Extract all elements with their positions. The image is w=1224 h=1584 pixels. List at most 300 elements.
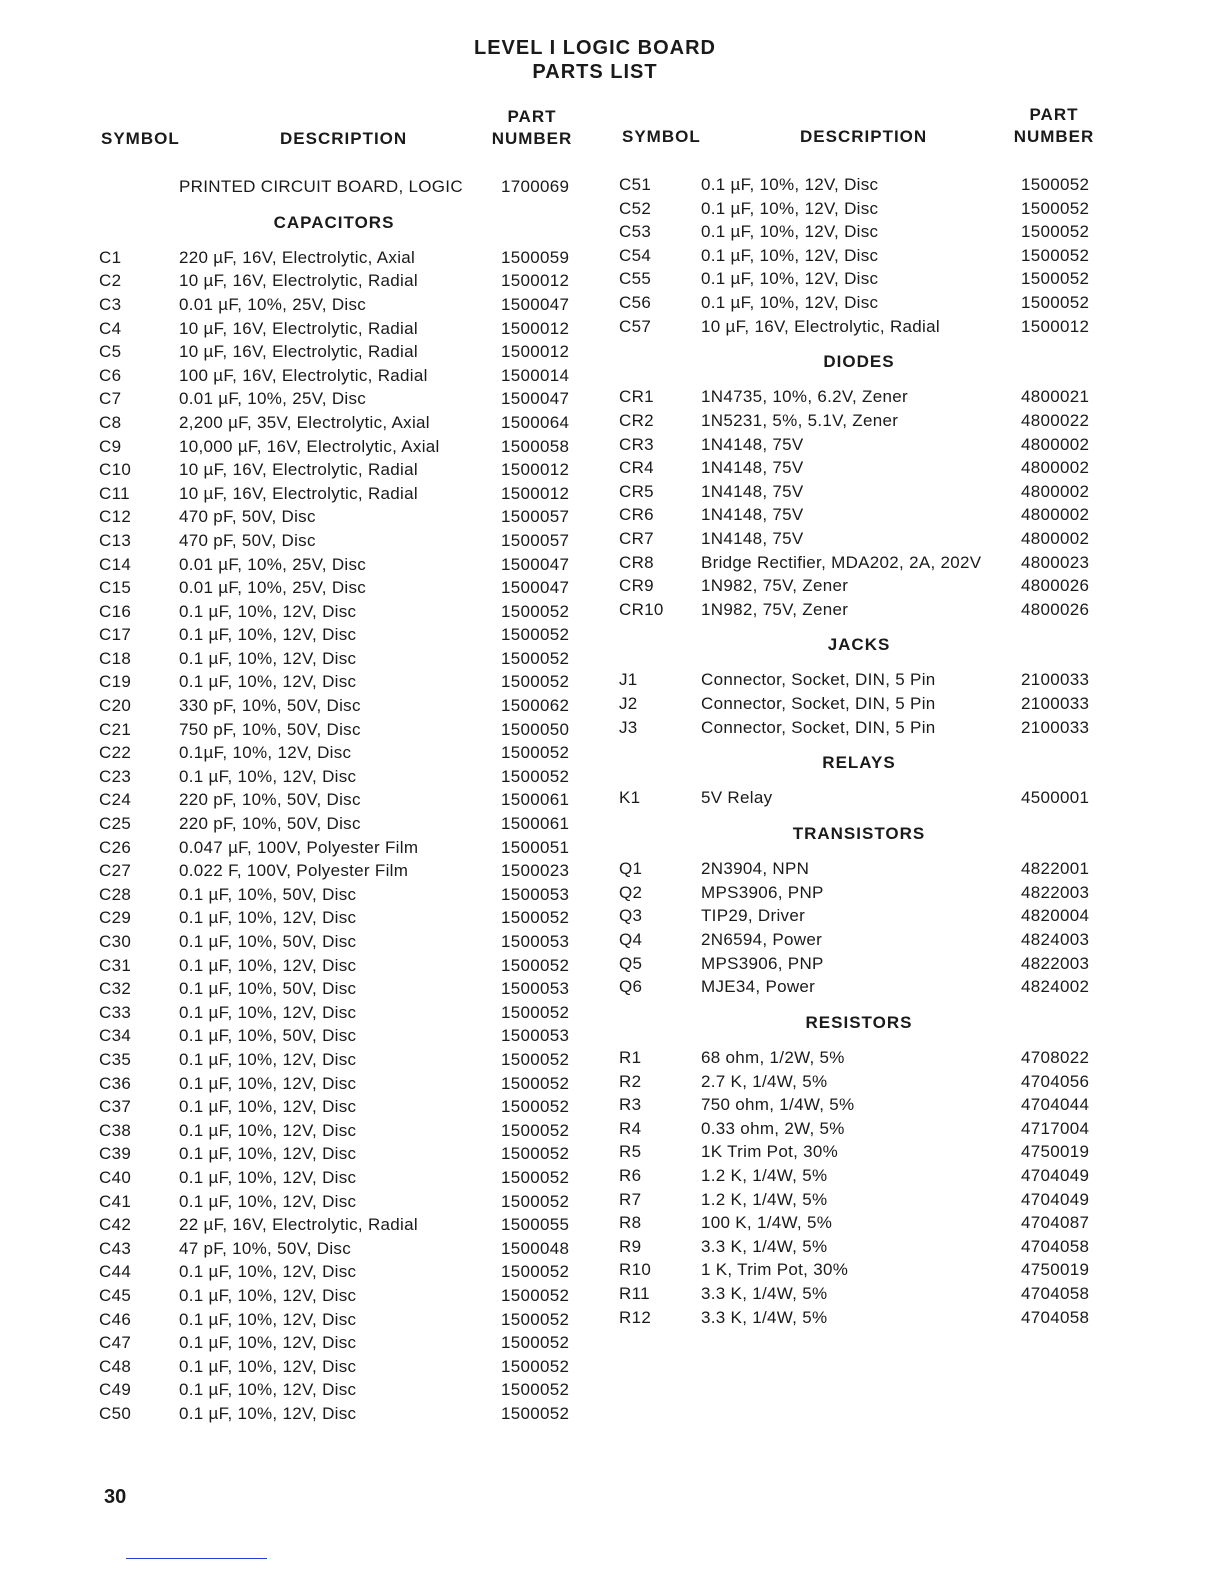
part-description: 3.3 K, 1/4W, 5%: [701, 1307, 828, 1327]
part-symbol: R1: [619, 1047, 642, 1067]
part-symbol: C54: [619, 245, 652, 265]
part-description: Bridge Rectifier, MDA202, 2A, 202V: [701, 552, 982, 572]
document-title: [0, 36, 1190, 84]
part-row: [99, 977, 589, 1001]
part-description: 10 µF, 16V, Electrolytic, Radial: [701, 316, 940, 336]
part-description: 0.01 µF, 10%, 25V, Disc: [179, 554, 367, 574]
part-number: 1500052: [501, 1049, 570, 1069]
part-symbol: C51: [619, 175, 652, 194]
part-number: 4704058: [1021, 1236, 1090, 1256]
part-number: 1500062: [501, 696, 570, 716]
part-row: [99, 694, 589, 718]
part-symbol: C39: [99, 1144, 132, 1164]
part-description: MPS3906, PNP: [701, 953, 824, 973]
part-row: [99, 269, 589, 293]
part-description: 0.1 µF, 10%, 12V, Disc: [179, 1167, 357, 1187]
part-description: MJE34, Power: [701, 977, 816, 997]
part-symbol: C28: [99, 884, 132, 904]
part-description: 1N982, 75V, Zener: [701, 576, 849, 596]
part-number: 4500001: [1021, 788, 1090, 808]
part-description: 0.01 µF, 10%, 25V, Disc: [179, 389, 367, 409]
part-description: 0.1 µF, 10%, 50V, Disc: [179, 979, 357, 999]
part-description: 2.7 K, 1/4W, 5%: [701, 1071, 828, 1091]
part-symbol: C50: [99, 1403, 132, 1423]
part-number: 2100033: [1021, 717, 1090, 737]
part-number: 4704087: [1021, 1213, 1090, 1233]
part-symbol: C19: [99, 672, 132, 692]
part-row: [619, 1140, 1109, 1164]
part-symbol: C36: [99, 1073, 132, 1093]
part-symbol: C38: [99, 1120, 132, 1140]
part-number: 4800002: [1021, 458, 1090, 478]
part-description: 220 pF, 10%, 50V, Disc: [179, 814, 361, 834]
part-symbol: C12: [99, 507, 132, 527]
part-number: 1500052: [1021, 292, 1090, 312]
part-row: [619, 1164, 1109, 1188]
part-symbol: C52: [619, 198, 652, 218]
title-line-1: LEVEL I LOGIC BOARD: [474, 37, 716, 59]
section-heading-row: [619, 338, 1109, 385]
part-description: 1.2 K, 1/4W, 5%: [701, 1165, 828, 1185]
part-symbol: Q5: [619, 953, 643, 973]
part-row: [99, 1001, 589, 1025]
part-number: 1500052: [501, 1120, 570, 1140]
part-number: 1500052: [501, 1333, 570, 1353]
part-symbol: C29: [99, 908, 132, 928]
part-symbol: C2: [99, 271, 122, 291]
part-symbol: R2: [619, 1071, 642, 1091]
part-symbol: R8: [619, 1213, 642, 1233]
part-symbol: J2: [619, 694, 638, 714]
part-symbol: Q6: [619, 977, 643, 997]
part-number: 1500052: [501, 672, 570, 692]
part-row: [619, 928, 1109, 952]
part-symbol: C31: [99, 955, 132, 975]
part-description: 1N4148, 75V: [701, 505, 804, 525]
part-row: [619, 1046, 1109, 1070]
part-description: 0.1 µF, 10%, 12V, Disc: [701, 292, 879, 312]
part-number: 1500052: [1021, 198, 1090, 218]
part-row: [99, 576, 589, 600]
part-description: 750 pF, 10%, 50V, Disc: [179, 719, 361, 739]
part-description: 1 K, Trim Pot, 30%: [701, 1260, 849, 1280]
part-symbol: C56: [619, 292, 652, 312]
part-number: 1500059: [501, 247, 570, 267]
part-description: 0.1 µF, 10%, 12V, Disc: [701, 222, 879, 242]
part-number: 1700069: [501, 177, 570, 196]
part-symbol: C27: [99, 861, 132, 881]
part-symbol: C48: [99, 1356, 132, 1376]
part-description: 0.1 µF, 10%, 12V, Disc: [701, 175, 879, 194]
part-symbol: R3: [619, 1095, 642, 1115]
part-symbol: R5: [619, 1142, 642, 1162]
part-description: 0.1 µF, 10%, 12V, Disc: [179, 672, 357, 692]
part-description: 5V Relay: [701, 788, 773, 808]
header-symbol-left: SYMBOL: [101, 129, 180, 148]
part-number: 1500055: [501, 1215, 570, 1235]
part-description: 1.2 K, 1/4W, 5%: [701, 1189, 828, 1209]
part-description: 0.1 µF, 10%, 12V, Disc: [179, 1380, 357, 1400]
part-row: [619, 385, 1109, 409]
part-row: [99, 364, 589, 388]
part-symbol: C6: [99, 365, 122, 385]
part-number: 1500053: [501, 884, 570, 904]
part-description: PRINTED CIRCUIT BOARD, LOGIC: [179, 177, 463, 196]
part-row: [99, 930, 589, 954]
part-symbol: C34: [99, 1026, 132, 1046]
part-number: 4800022: [1021, 410, 1090, 430]
part-symbol: C44: [99, 1262, 132, 1282]
part-symbol: C3: [99, 294, 122, 314]
part-row: [619, 197, 1109, 221]
part-number: 1500050: [501, 719, 570, 739]
part-symbol: Q2: [619, 882, 643, 902]
part-number: 2100033: [1021, 694, 1090, 714]
part-row: [619, 1282, 1109, 1306]
part-row: [99, 458, 589, 482]
part-row: [99, 1119, 589, 1143]
part-row: [99, 317, 589, 341]
part-symbol: R4: [619, 1118, 642, 1138]
part-number: 1500052: [501, 1191, 570, 1211]
part-description: 0.1 µF, 10%, 12V, Disc: [179, 1356, 357, 1376]
part-number: 1500023: [501, 861, 570, 881]
header-symbol-right: SYMBOL: [622, 127, 701, 146]
part-description: MPS3906, PNP: [701, 882, 824, 902]
part-number: 1500014: [501, 365, 570, 385]
part-symbol: CR9: [619, 576, 654, 596]
part-symbol: R9: [619, 1236, 642, 1256]
part-number: 4800002: [1021, 505, 1090, 525]
part-row: [99, 1095, 589, 1119]
section-heading: DIODES: [823, 352, 895, 372]
part-symbol: R7: [619, 1189, 642, 1209]
header-part-line1-right: PART: [1029, 105, 1079, 124]
part-row: [99, 765, 589, 789]
part-row: [99, 1284, 589, 1308]
part-symbol: Q1: [619, 859, 643, 879]
part-description: 10 µF, 16V, Electrolytic, Radial: [179, 271, 418, 291]
section-heading-row: [619, 621, 1109, 668]
part-row: [99, 1260, 589, 1284]
part-symbol: C41: [99, 1191, 132, 1211]
part-row: [99, 1072, 589, 1096]
part-number: 4750019: [1021, 1142, 1090, 1162]
part-row: [99, 1213, 589, 1237]
part-description: 0.1 µF, 10%, 12V, Disc: [179, 1097, 357, 1117]
part-row: [619, 692, 1109, 716]
part-symbol: K1: [619, 788, 641, 808]
part-symbol: CR8: [619, 552, 654, 572]
part-symbol: C20: [99, 696, 132, 716]
part-symbol: C49: [99, 1380, 132, 1400]
part-row: [619, 551, 1109, 575]
part-row: [619, 527, 1109, 551]
part-number: 2100033: [1021, 670, 1090, 690]
part-number: 1500048: [501, 1238, 570, 1258]
part-symbol: C7: [99, 389, 122, 409]
part-symbol: C33: [99, 1002, 132, 1022]
part-number: 4704049: [1021, 1165, 1090, 1185]
part-number: 1500052: [501, 1356, 570, 1376]
part-number: 4824003: [1021, 930, 1090, 949]
part-number: 1500047: [501, 554, 570, 574]
part-number: 1500047: [501, 578, 570, 598]
part-symbol: R11: [619, 1283, 650, 1303]
part-symbol: R12: [619, 1307, 652, 1327]
part-description: 2N3904, NPN: [701, 859, 810, 879]
part-row: [619, 1188, 1109, 1212]
part-description: 0.1 µF, 10%, 50V, Disc: [179, 884, 357, 904]
header-part-line2-right: NUMBER: [1013, 127, 1095, 146]
part-description: 0.1 µF, 10%, 12V, Disc: [179, 766, 357, 786]
part-description: 0.1 µF, 10%, 12V, Disc: [179, 1191, 357, 1211]
part-row: [619, 952, 1109, 976]
section-heading: RESISTORS: [805, 1012, 913, 1032]
part-symbol: C13: [99, 530, 132, 550]
part-number: 1500052: [501, 648, 570, 668]
part-symbol: CR6: [619, 505, 654, 525]
part-row: [619, 1093, 1109, 1117]
part-number: 1500052: [501, 1097, 570, 1117]
section-heading: CAPACITORS: [273, 212, 395, 232]
part-symbol: Q4: [619, 930, 643, 949]
part-description: 47 pF, 10%, 50V, Disc: [179, 1238, 351, 1258]
header-description-left: DESCRIPTION: [280, 129, 408, 148]
title-line-2: PARTS LIST: [532, 61, 658, 83]
part-row: [619, 433, 1109, 457]
part-number: 1500012: [501, 318, 570, 338]
part-symbol: R6: [619, 1165, 642, 1185]
part-symbol: CR1: [619, 387, 654, 407]
part-number: 1500052: [501, 1403, 570, 1423]
part-symbol: J3: [619, 717, 638, 737]
part-row: [99, 718, 589, 742]
part-row: [619, 904, 1109, 928]
part-description: 0.1 µF, 10%, 12V, Disc: [179, 625, 357, 645]
part-row: [99, 859, 589, 883]
part-symbol: C5: [99, 342, 122, 362]
part-row: [99, 906, 589, 930]
part-symbol: C15: [99, 578, 132, 598]
page-number: 30: [104, 1486, 127, 1508]
footer-rule: [126, 1558, 267, 1559]
part-symbol: C42: [99, 1215, 132, 1235]
part-number: 1500012: [501, 483, 570, 503]
part-description: 0.1 µF, 10%, 12V, Disc: [179, 648, 357, 668]
part-row: [619, 291, 1109, 315]
part-number: 1500012: [501, 460, 570, 480]
part-number: 1500052: [501, 743, 570, 763]
part-description: 1N4148, 75V: [701, 434, 804, 454]
part-symbol: C30: [99, 932, 132, 951]
part-row: [619, 857, 1109, 881]
parts-list-left-column: [99, 175, 589, 1425]
part-number: 1500052: [501, 1285, 570, 1305]
part-symbol: C53: [619, 222, 652, 242]
section-heading: TRANSISTORS: [792, 824, 926, 844]
part-description: 220 µF, 16V, Electrolytic, Axial: [179, 247, 416, 267]
part-number: 4800002: [1021, 434, 1090, 454]
part-description: 0.1 µF, 10%, 12V, Disc: [701, 198, 879, 218]
part-symbol: C43: [99, 1238, 132, 1258]
part-number: 1500052: [501, 1144, 570, 1164]
part-description: 1N982, 75V, Zener: [701, 599, 849, 619]
part-number: 1500052: [1021, 245, 1090, 265]
part-description: 0.1 µF, 10%, 12V, Disc: [179, 1285, 357, 1305]
part-row: [619, 975, 1109, 999]
part-symbol: CR10: [619, 599, 664, 619]
part-symbol: C55: [619, 269, 652, 289]
part-row: [99, 836, 589, 860]
part-row: [619, 1258, 1109, 1282]
part-row: [99, 340, 589, 364]
part-number: 1500061: [501, 790, 570, 810]
part-number: 1500052: [501, 955, 570, 975]
part-description: 0.1 µF, 10%, 12V, Disc: [179, 1144, 357, 1164]
part-description: 1N4148, 75V: [701, 481, 804, 501]
part-description: 10,000 µF, 16V, Electrolytic, Axial: [179, 436, 440, 456]
part-description: 3.3 K, 1/4W, 5%: [701, 1283, 828, 1303]
part-row: [619, 716, 1109, 740]
part-symbol: CR3: [619, 434, 654, 454]
part-symbol: C8: [99, 412, 122, 432]
part-description: 10 µF, 16V, Electrolytic, Radial: [179, 483, 418, 503]
part-number: 1500047: [501, 294, 570, 314]
part-symbol: C47: [99, 1333, 132, 1353]
part-description: 68 ohm, 1/2W, 5%: [701, 1047, 845, 1067]
part-number: 4820004: [1021, 906, 1090, 926]
part-symbol: C46: [99, 1309, 132, 1329]
part-row: [99, 670, 589, 694]
part-number: 4750019: [1021, 1260, 1090, 1280]
part-number: 1500057: [501, 530, 570, 550]
part-row: [99, 529, 589, 553]
part-number: 1500052: [501, 908, 570, 928]
part-number: 4704058: [1021, 1307, 1090, 1327]
part-number: 1500058: [501, 436, 570, 456]
part-description: 0.1 µF, 10%, 12V, Disc: [179, 1262, 357, 1282]
part-number: 1500052: [501, 1309, 570, 1329]
part-number: 1500052: [501, 601, 570, 621]
part-number: 4704056: [1021, 1071, 1090, 1091]
part-description: 1N5231, 5%, 5.1V, Zener: [701, 410, 899, 430]
part-description: 1N4148, 75V: [701, 528, 804, 548]
part-description: 1K Trim Pot, 30%: [701, 1142, 839, 1162]
part-description: 0.1 µF, 10%, 12V, Disc: [179, 1403, 357, 1423]
part-number: 1500052: [501, 1073, 570, 1093]
part-description: 0.1 µF, 10%, 12V, Disc: [179, 1309, 357, 1329]
section-heading-row: [619, 739, 1109, 786]
part-description: 100 µF, 16V, Electrolytic, Radial: [179, 365, 428, 385]
part-description: 0.1 µF, 10%, 12V, Disc: [179, 601, 357, 621]
part-description: 0.1 µF, 10%, 50V, Disc: [179, 932, 357, 951]
part-description: 0.1 µF, 10%, 12V, Disc: [179, 1333, 357, 1353]
part-row: [619, 1235, 1109, 1259]
part-symbol: C9: [99, 436, 122, 456]
part-description: 0.1 µF, 10%, 12V, Disc: [179, 955, 357, 975]
part-symbol: CR4: [619, 458, 654, 478]
part-description: 2N6594, Power: [701, 930, 823, 949]
part-symbol: C17: [99, 625, 132, 645]
header-part-number-right: [1010, 104, 1098, 148]
part-description: 1N4148, 75V: [701, 458, 804, 478]
part-row: [99, 1355, 589, 1379]
part-number: 4800023: [1021, 552, 1090, 572]
part-description: 470 pF, 50V, Disc: [179, 507, 316, 527]
part-number: 1500052: [1021, 222, 1090, 242]
part-symbol: C11: [99, 483, 130, 503]
part-symbol: CR7: [619, 528, 654, 548]
part-description: 750 ohm, 1/4W, 5%: [701, 1095, 855, 1115]
part-row: [99, 1142, 589, 1166]
part-symbol: C35: [99, 1049, 132, 1069]
part-description: 22 µF, 16V, Electrolytic, Radial: [179, 1215, 418, 1235]
part-row: [99, 1402, 589, 1426]
part-symbol: C57: [619, 316, 652, 336]
part-number: 1500057: [501, 507, 570, 527]
part-row: [99, 1024, 589, 1048]
part-number: 1500053: [501, 932, 570, 951]
part-number: 1500053: [501, 1026, 570, 1046]
part-row: [99, 788, 589, 812]
part-description: 10 µF, 16V, Electrolytic, Radial: [179, 342, 418, 362]
part-number: 4822001: [1021, 859, 1090, 879]
part-row: [619, 267, 1109, 291]
part-number: 4800002: [1021, 481, 1090, 501]
part-description: 0.1µF, 10%, 12V, Disc: [179, 743, 352, 763]
part-symbol: C10: [99, 460, 132, 480]
part-number: 4708022: [1021, 1047, 1090, 1067]
part-row: [99, 623, 589, 647]
part-symbol: R10: [619, 1260, 652, 1280]
section-heading-row: [619, 999, 1109, 1046]
part-row: [619, 1117, 1109, 1141]
part-description: 1N4735, 10%, 6.2V, Zener: [701, 387, 908, 407]
part-description: 10 µF, 16V, Electrolytic, Radial: [179, 318, 418, 338]
part-row: [619, 456, 1109, 480]
section-heading-row: [99, 199, 589, 246]
part-row: [99, 1048, 589, 1072]
part-description: TIP29, Driver: [701, 906, 806, 926]
part-row: [619, 786, 1109, 810]
part-description: 0.1 µF, 10%, 50V, Disc: [179, 1026, 357, 1046]
part-description: 2,200 µF, 35V, Electrolytic, Axial: [179, 412, 430, 432]
part-row: [99, 175, 589, 199]
part-symbol: C32: [99, 979, 132, 999]
section-heading-row: [619, 810, 1109, 857]
header-part-number-left: [488, 106, 576, 150]
part-row: [99, 1237, 589, 1261]
part-row: [619, 881, 1109, 905]
part-number: 4704049: [1021, 1189, 1090, 1209]
part-row: [619, 598, 1109, 622]
part-row: [99, 482, 589, 506]
part-description: 0.1 µF, 10%, 12V, Disc: [179, 1073, 357, 1093]
part-row: [99, 954, 589, 978]
part-row: [619, 1306, 1109, 1330]
part-row: [99, 411, 589, 435]
part-row: [619, 220, 1109, 244]
part-number: 4800026: [1021, 576, 1090, 596]
part-row: [99, 246, 589, 270]
header-part-line2-left: NUMBER: [491, 129, 573, 148]
part-row: [619, 173, 1109, 197]
section-heading: JACKS: [827, 635, 891, 655]
parts-list-right-column: [619, 173, 1109, 1329]
part-row: [99, 600, 589, 624]
part-number: 4822003: [1021, 882, 1090, 902]
